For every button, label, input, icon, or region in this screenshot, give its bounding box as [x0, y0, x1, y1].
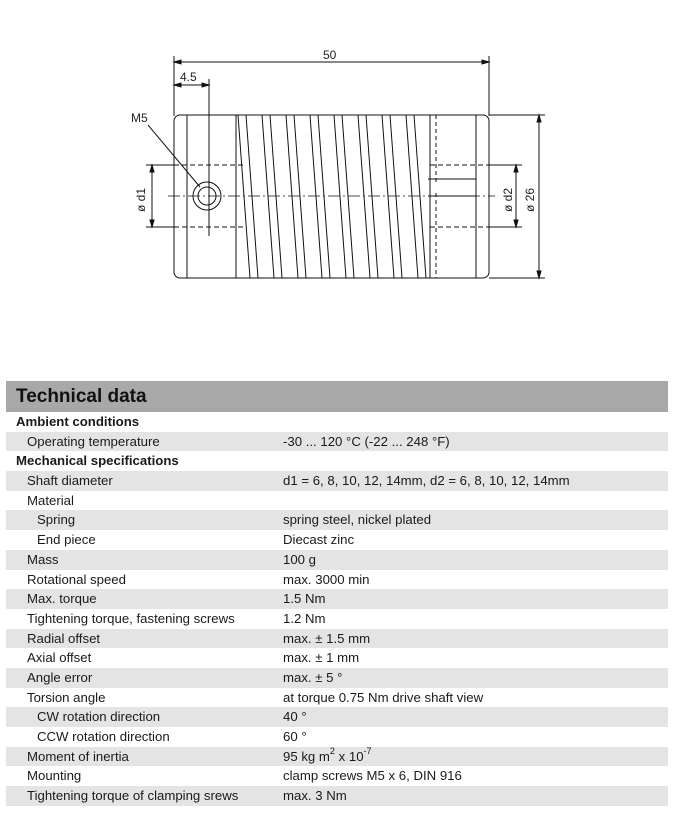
row-label: Shaft diameter — [27, 473, 113, 489]
dim-d1-label: ø d1 — [134, 187, 148, 212]
row-label: Axial offset — [27, 650, 92, 666]
dim-screw-label: M5 — [131, 111, 148, 125]
row-label: CW rotation direction — [37, 709, 161, 725]
row-value: max. 3000 min — [283, 571, 370, 587]
row-value: 1.5 Nm — [283, 591, 326, 607]
row-value: max. ± 1.5 mm — [283, 630, 371, 646]
row-rotational-speed — [6, 570, 668, 590]
coupling-drawing — [0, 0, 677, 370]
row-value: d1 = 6, 8, 10, 12, 14mm, d2 = 6, 8, 10, 12, 14mm — [283, 473, 570, 489]
row-value: max. 3 Nm — [283, 788, 347, 804]
row-label: Max. torque — [27, 591, 97, 607]
row-label: Mass — [27, 551, 59, 567]
row-tightening-torque-fastening — [6, 609, 668, 629]
row-end-piece — [6, 530, 668, 550]
row-angle-error — [6, 668, 668, 688]
row-label: Angle error — [27, 669, 93, 685]
row-material — [6, 491, 668, 511]
inertia-exp-2: -7 — [363, 746, 372, 757]
row-value: at torque 0.75 Nm drive shaft view — [283, 689, 484, 705]
helical-grooves — [236, 115, 430, 278]
row-label: CCW rotation direction — [37, 729, 170, 744]
inertia-exp-1: 2 — [329, 746, 335, 757]
inertia-base: 95 kg m — [283, 748, 330, 764]
row-axial-offset — [6, 648, 668, 668]
row-label: Torsion angle — [27, 689, 106, 705]
row-value: spring steel, nickel plated — [283, 512, 432, 528]
dim-offset-label: 4.5 — [180, 70, 197, 84]
row-label: Moment of inertia — [27, 748, 129, 764]
technical-data-table — [6, 381, 668, 806]
section-mechanical-specifications: Mechanical specifications — [16, 453, 179, 469]
row-value: max. ± 1 mm — [283, 650, 360, 666]
row-value: 60 ° — [283, 729, 307, 744]
row-label: Operating temperature — [27, 433, 160, 449]
row-shaft-diameter — [6, 471, 668, 491]
row-operating-temperature — [6, 432, 668, 452]
row-mounting — [6, 766, 668, 786]
row-value: 40 ° — [283, 709, 307, 725]
row-value: max. ± 5 ° — [283, 669, 343, 685]
row-label: Mounting — [27, 768, 82, 784]
row-radial-offset — [6, 629, 668, 649]
row-ccw-rotation — [6, 727, 668, 747]
clamp-slot — [428, 179, 476, 196]
row-tightening-torque-clamping — [6, 786, 668, 806]
row-max-torque — [6, 589, 668, 609]
row-value: -30 ... 120 °C (-22 ... 248 °F) — [283, 433, 450, 449]
technical-drawing — [0, 0, 677, 370]
technical-data-title: Technical data — [6, 381, 668, 412]
row-value: 1.2 Nm — [283, 610, 326, 626]
row-torsion-angle — [6, 688, 668, 708]
dim-outer-label: ø 26 — [523, 187, 537, 212]
section-ambient-conditions: Ambient conditions — [16, 414, 140, 429]
inertia-mult: x 10 — [334, 748, 364, 764]
row-label: Tightening torque of clamping srews — [27, 788, 239, 804]
row-value: clamp screws M5 x 6, DIN 916 — [283, 768, 462, 784]
dim-overall-label: 50 — [323, 48, 337, 62]
row-value — [283, 747, 372, 767]
row-label: Material — [27, 492, 74, 508]
row-moment-of-inertia — [6, 747, 668, 767]
row-label: Tightening torque, fastening screws — [27, 610, 235, 626]
row-label: Radial offset — [27, 630, 101, 646]
row-value: 100 g — [283, 551, 317, 567]
dim-d2-label: ø d2 — [501, 187, 515, 212]
row-label: Rotational speed — [27, 571, 126, 587]
row-label: End piece — [37, 532, 96, 548]
row-mass — [6, 550, 668, 570]
row-cw-rotation — [6, 707, 668, 727]
row-spring — [6, 510, 668, 530]
row-label: Spring — [37, 512, 76, 528]
row-value: Diecast zinc — [283, 532, 355, 548]
